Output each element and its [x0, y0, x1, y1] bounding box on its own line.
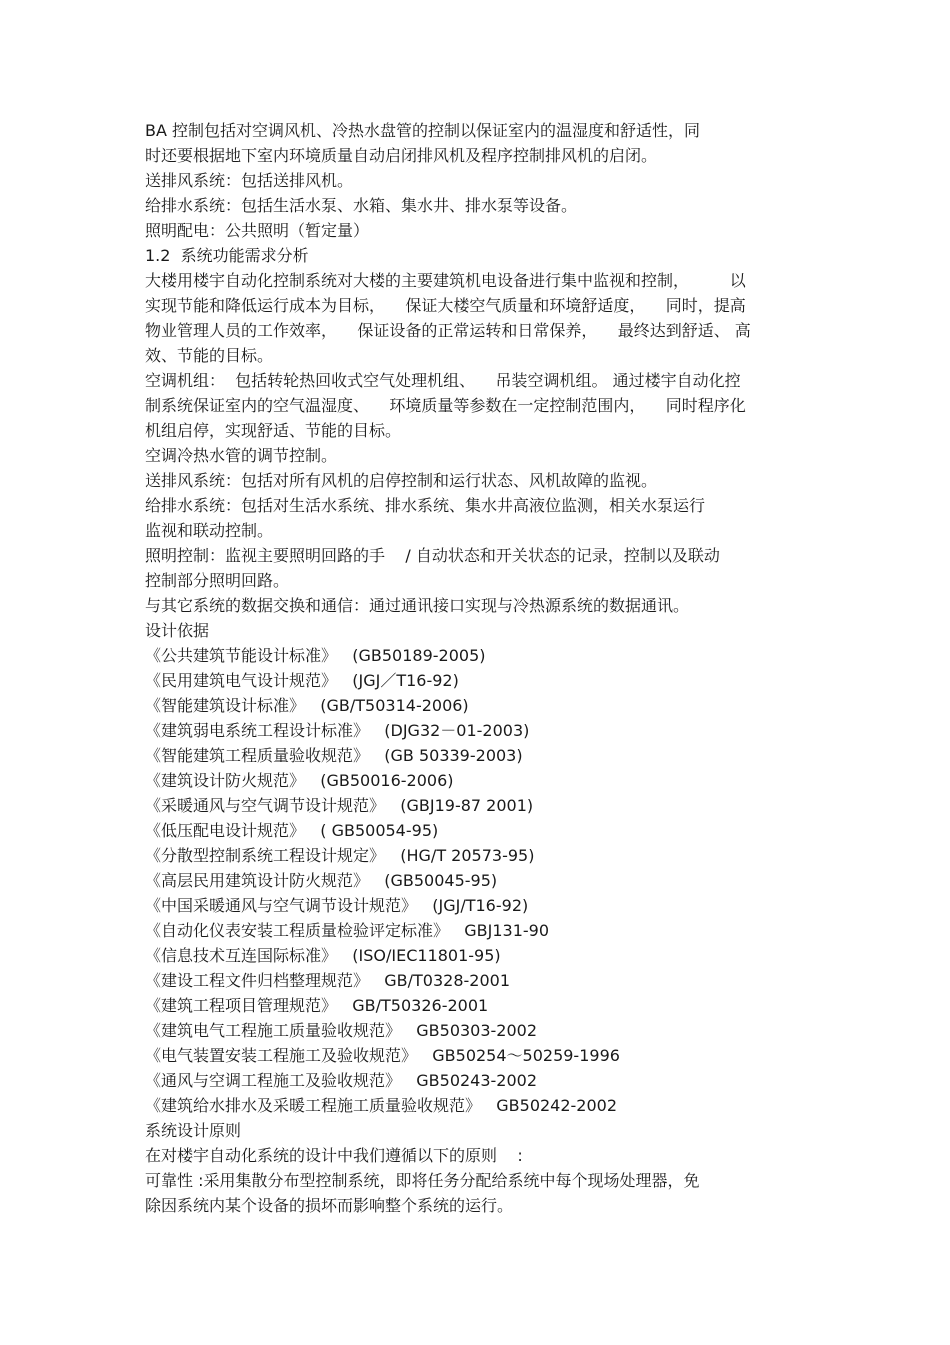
- text-line: 空调机组： 包括转轮热回收式空气处理机组、 吊装空调机组。 通过楼宇自动化控: [145, 371, 741, 390]
- text-line: 控制部分照明回路。: [145, 571, 290, 590]
- standard-item: 《采暖通风与空气调节设计规范》 (GBJ19-87 2001): [145, 796, 534, 815]
- standard-item: 《分散型控制系统工程设计规定》 (HG/T 20573-95): [145, 846, 535, 865]
- standard-item: 《通风与空调工程施工及验收规范》 GB50243-2002: [145, 1071, 538, 1090]
- text-line: 照明控制：监视主要照明回路的手 / 自动状态和开关状态的记录，控制以及联动: [145, 546, 720, 565]
- standard-item: 《建筑工程项目管理规范》 GB/T50326-2001: [145, 996, 489, 1015]
- standard-item: 《低压配电设计规范》 ( GB50054-95): [145, 821, 439, 840]
- text-line: 照明配电：公共照明（暂定量）: [145, 221, 370, 240]
- text-line: 与其它系统的数据交换和通信：通过通讯接口实现与冷热源系统的数据通讯。: [145, 596, 690, 615]
- text-line: 给排水系统：包括对生活水系统、排水系统、集水井高液位监测，相关水泵运行: [145, 496, 706, 515]
- text-line: 效、节能的目标。: [145, 346, 274, 365]
- text-line: 除因系统内某个设备的损坏而影响整个系统的运行。: [145, 1196, 514, 1215]
- text-line: 物业管理人员的工作效率， 保证设备的正常运转和日常保养， 最终达到舒适、 高: [145, 321, 751, 340]
- standard-item: 《信息技术互连国际标准》 (ISO/IEC11801-95): [145, 946, 501, 965]
- text-line: 在对楼宇自动化系统的设计中我们遵循以下的原则 :: [145, 1146, 523, 1165]
- standard-item: 《智能建筑设计标准》 (GB/T50314-2006): [145, 696, 469, 715]
- standard-item: 《民用建筑电气设计规范》 (JGJ／T16-92): [145, 671, 459, 690]
- standard-item: 《建筑电气工程施工质量验收规范》 GB50303-2002: [145, 1021, 538, 1040]
- standard-item: 《高层民用建筑设计防火规范》 (GB50045-95): [145, 871, 498, 890]
- text-line: 送排风系统：包括对所有风机的启停控制和运行状态、风机故障的监视。: [145, 471, 658, 490]
- standard-item: 《中国采暖通风与空气调节设计规范》 (JGJ/T16-92): [145, 896, 529, 915]
- standard-item: 《建筑给水排水及采暖工程施工质量验收规范》 GB50242-2002: [145, 1096, 618, 1115]
- standard-item: 《智能建筑工程质量验收规范》 (GB 50339-2003): [145, 746, 523, 765]
- text-line: 时还要根据地下室内环境质量自动启闭排风机及程序控制排风机的启闭。: [145, 146, 658, 165]
- standard-item: 《建筑设计防火规范》 (GB50016-2006): [145, 771, 454, 790]
- text-line: 大楼用楼宇自动化控制系统对大楼的主要建筑机电设备进行集中监视和控制， 以: [145, 271, 746, 290]
- standard-item: 《自动化仪表安装工程质量检验评定标准》 GBJ131-90: [145, 921, 550, 940]
- text-line: BA 控制包括对空调风机、冷热水盘管的控制以保证室内的温湿度和舒适性，同: [145, 121, 701, 140]
- text-line: 可靠性 :采用集散分布型控制系统，即将任务分配给系统中每个现场处理器，免: [145, 1171, 700, 1190]
- text-line: 监视和联动控制。: [145, 521, 274, 540]
- text-line: 制系统保证室内的空气温湿度、 环境质量等参数在一定控制范围内， 同时程序化: [145, 396, 746, 415]
- section-heading: 设计依据: [145, 621, 210, 640]
- text-line: 实现节能和降低运行成本为目标， 保证大楼空气质量和环境舒适度， 同时，提高: [145, 296, 746, 315]
- text-line: 送排风系统：包括送排风机。: [145, 171, 354, 190]
- text-line: 机组启停，实现舒适、节能的目标。: [145, 421, 402, 440]
- section-heading: 系统设计原则: [145, 1121, 242, 1140]
- text-line: 空调冷热水管的调节控制。: [145, 446, 338, 465]
- standard-item: 《电气装置安装工程施工及验收规范》 GB50254～50259-1996: [145, 1046, 620, 1065]
- standard-item: 《建筑弱电系统工程设计标准》 (DJG32－01-2003): [145, 721, 530, 740]
- text-line: 给排水系统：包括生活水泵、水箱、集水井、排水泵等设备。: [145, 196, 578, 215]
- section-heading: 1.2 系统功能需求分析: [145, 246, 309, 265]
- standard-item: 《建设工程文件归档整理规范》 GB/T0328-2001: [145, 971, 511, 990]
- standard-item: 《公共建筑节能设计标准》 (GB50189-2005): [145, 646, 486, 665]
